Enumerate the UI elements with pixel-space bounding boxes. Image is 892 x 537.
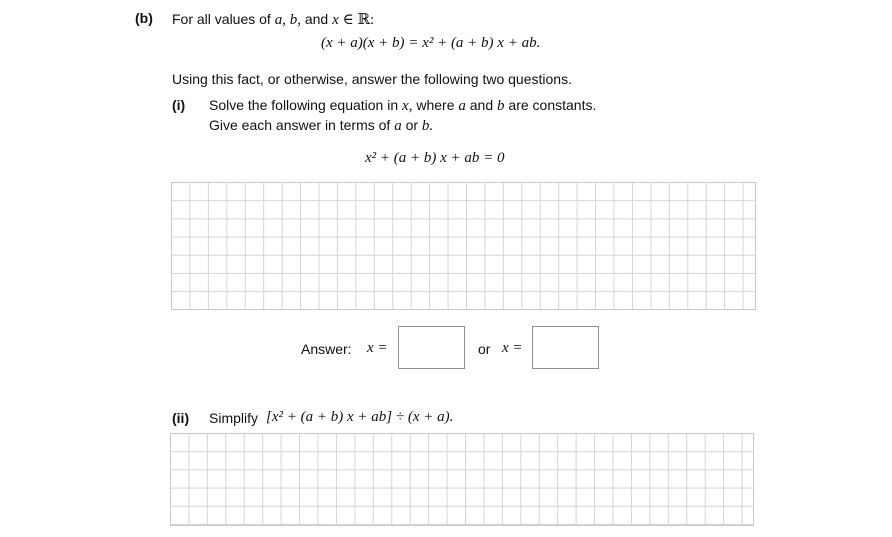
equation-formula: x² + (a + b) x + ab = 0 xyxy=(365,150,505,166)
or-label: or xyxy=(478,341,491,357)
answer-label: Answer: xyxy=(301,341,352,357)
part-ii-expression: [x² + (a + b) x + ab] ÷ (x + a). xyxy=(266,409,454,425)
line1-and: and xyxy=(469,97,494,113)
line1-post: are constants. xyxy=(508,97,597,113)
answer-box-1[interactable] xyxy=(398,326,465,369)
line2-a: a xyxy=(394,118,402,134)
identity-formula: (x + a)(x + b) = x² + (a + b) x + ab. xyxy=(321,35,541,51)
working-grid-ii[interactable] xyxy=(170,433,754,526)
part-i-line2 xyxy=(209,117,433,135)
x-equals-1: x = xyxy=(367,340,388,356)
line1-b: b xyxy=(497,98,505,114)
answer-box-2[interactable] xyxy=(532,326,599,369)
part-i-label: (i) xyxy=(172,97,186,113)
part-b-intro xyxy=(172,10,374,29)
working-grid-i[interactable] xyxy=(171,182,756,310)
part-ii-prompt: Simplify xyxy=(209,410,259,426)
instruction-text: Using this fact, or otherwise, answer the following two questions. xyxy=(172,71,572,87)
intro-in-reals: ∈ ℝ: xyxy=(342,12,375,28)
line1-mid: where xyxy=(416,97,455,113)
x-equals-2: x = xyxy=(502,340,523,356)
intro-text: For all values of xyxy=(172,11,271,27)
line2-b: b. xyxy=(421,118,434,134)
part-b-label: (b) xyxy=(135,10,153,26)
intro-vars: a, b, xyxy=(274,12,301,28)
line1-pre: Solve the following equation in xyxy=(209,97,399,113)
intro-x: x xyxy=(332,12,339,28)
part-i-line1 xyxy=(209,97,596,115)
intro-and: and xyxy=(304,11,329,27)
line1-x: x, xyxy=(402,98,413,114)
line2-pre: Give each answer in terms of xyxy=(209,117,391,133)
line1-a: a xyxy=(458,98,466,114)
part-ii-label: (ii) xyxy=(172,410,190,426)
line2-or: or xyxy=(405,117,419,133)
